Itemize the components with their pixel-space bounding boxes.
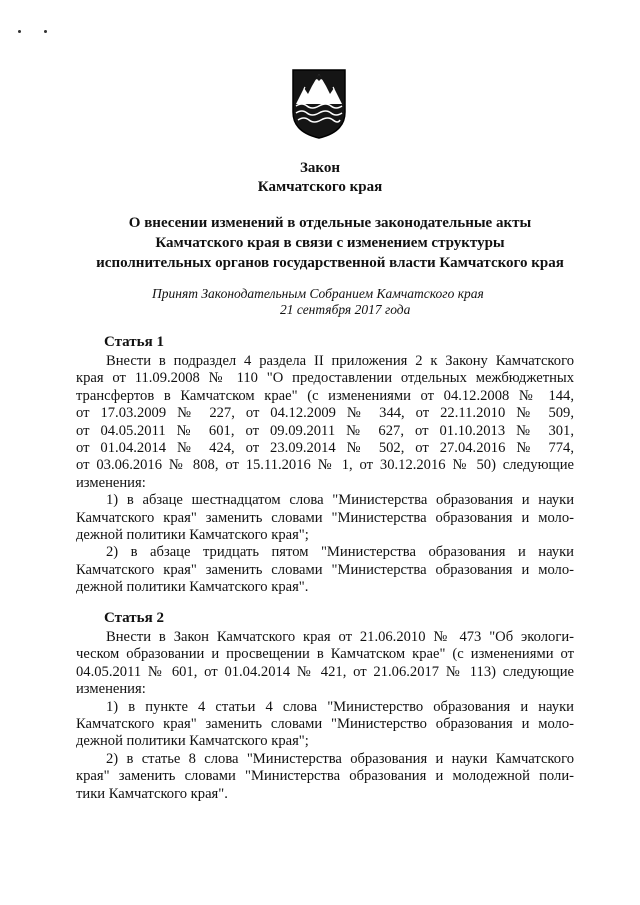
article-line: края от 11.09.2008 № 110 "О предоставлении отдельных межбюджетных [76,370,574,387]
law-subject [60,213,600,273]
kamchatka-coat-of-arms-emblem [291,68,347,140]
article-item-line: края" заменить словами "Министерства образования и молодежной поли- [76,768,574,785]
adopted-date-line: 21 сентября 2017 года [280,302,411,317]
law-subject-line: Камчатского края в связи с изменением структуры [155,235,505,251]
article-item-line: тики Камчатского края". [76,785,228,802]
article-line: от 01.04.2014 № 424, от 23.09.2014 № 502, от 27.04.2016 № 774, [76,440,574,457]
article-item-line: 1) в абзаце шестнадцатом слова "Министерства образования и науки [106,492,574,509]
scan-speck [18,30,21,33]
article-item-line: 1) в пункте 4 статьи 4 слова "Министерство образования и науки [106,698,574,715]
article-line: трансфертов в Камчатском крае" (с изменениями от 04.12.2008 № 144, [76,387,574,404]
article-item-line: дежной политики Камчатского края"; [76,527,309,544]
article-line: от 17.03.2009 № 227, от 04.12.2009 № 344, от 22.11.2010 № 509, [76,405,574,422]
article-item-line: 2) в абзаце тридцать пятом "Министерства образования и науки [106,544,574,561]
article-line: 04.05.2011 № 601, от 01.04.2014 № 421, от 21.06.2017 № 113) следующие [76,663,574,680]
document-type-title: Закон [299,160,340,176]
article-item-line: 2) в статье 8 слова "Министерства образования и науки Камчатского [106,750,574,767]
article-line: изменения: [76,681,146,698]
scan-speck [44,30,47,33]
article-line: ческом образовании и просвещении в Камчатском крае" (с изменениями от [76,646,574,663]
article-item-line: Камчатского края" заменить словами "Министерства образования и моло- [76,561,574,578]
article-1-heading: Статья 1 [104,334,164,350]
article-item-line: дежной политики Камчатского края"; [76,733,309,750]
article-line: изменения: [76,474,146,491]
article-line: от 04.05.2011 № 601, от 09.09.2011 № 627, от 01.10.2013 № 301, [76,422,574,439]
document-region-title: Камчатского края [257,179,383,195]
article-item-line: Камчатского края" заменить словами "Министерство образования и моло- [76,716,574,733]
article-2-body [76,629,574,803]
article-line: Внести в Закон Камчатского края от 21.06.2010 № 473 "Об экологи- [106,629,574,645]
adopted-by-line: Принят Законодательным Собранием Камчатского края [152,286,484,301]
article-line: от 03.06.2016 № 808, от 15.11.2016 № 1, от 30.12.2016 № 50) следующие [76,457,574,474]
law-subject-line: О внесении изменений в отдельные законодательные акты [128,215,532,231]
article-1-body [76,353,574,597]
article-item-line: дежной политики Камчатского края". [76,579,309,596]
article-item-line: Камчатского края" заменить словами "Министерства образования и моло- [76,509,574,526]
law-subject-line: исполнительных органов государственной власти Камчатского края [96,255,564,271]
article-2-heading: Статья 2 [104,610,164,626]
article-line: Внести в подраздел 4 раздела II приложения 2 к Закону Камчатского [106,353,574,369]
